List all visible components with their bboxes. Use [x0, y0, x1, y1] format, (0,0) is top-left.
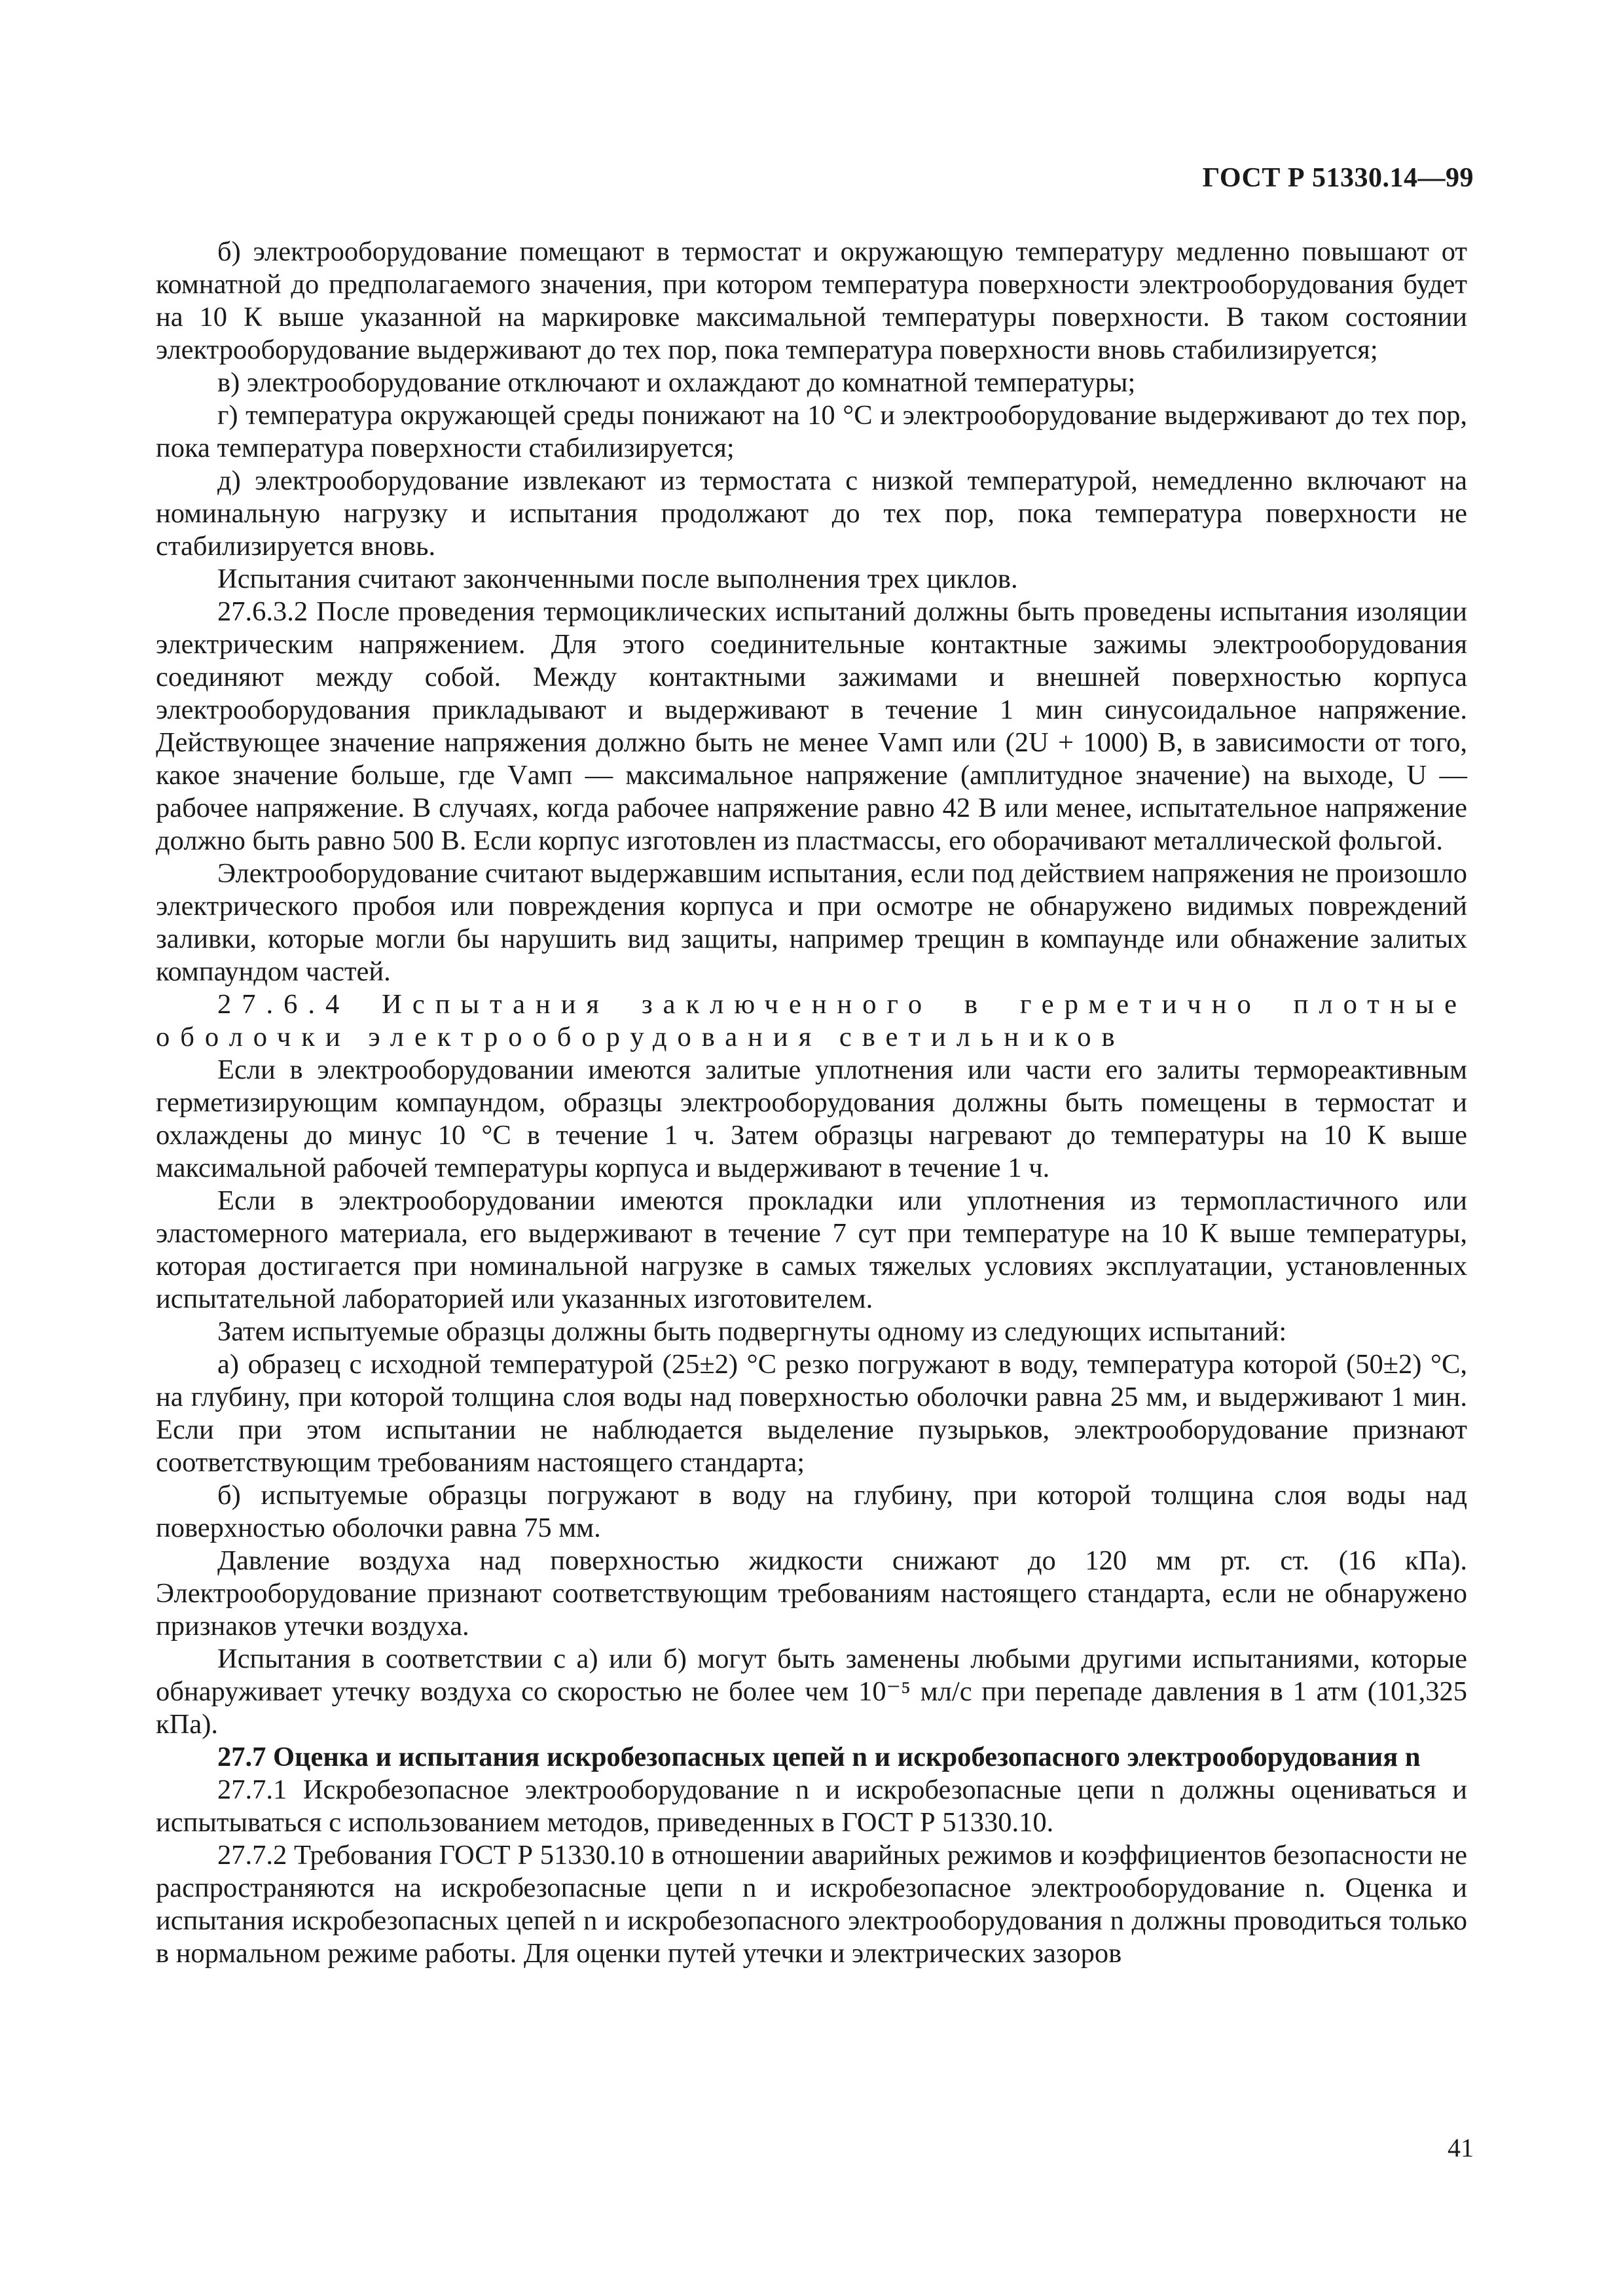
paragraph: б) электрооборудование помещают в термостат и окружающую температуру медленно повышают от комнатной до предполагаемого значения, при котором температура поверхности электрооборудования будет на 10 К выше указанной на маркировке максимальной температуры поверхности. В таком состоянии электрооборудование выдерживают до тех пор, пока температура поверхности вновь стабилизируется; [156, 236, 1467, 365]
page-header: ГОСТ Р 51330.14—99 [1202, 163, 1474, 193]
paragraph: 27.6.3.2 После проведения термоциклических испытаний должны быть проведены испытания изоляции электрическим напряжением. Для этого соединительные контактные зажимы электрооборудования соединяют между собой. Между контактными зажимами и внешней поверхностью корпуса электрооборудования прикладывают и выдерживают в течение 1 мин синусоидальное напряжение. Действующее значение напряжения должно быть не менее Vамп или (2U + 1000) В, в зависимости от того, какое значение больше, где Vамп — максимальное напряжение (амплитудное значение) на выходе, U — рабочее напряжение. В случаях, когда рабочее напряжение равно 42 В или менее, испытательное напряжение должно быть равно 500 В. Если корпус изготовлен из пластмассы, его оборачивают металлической фольгой. [156, 596, 1467, 856]
document-body [156, 236, 1467, 1970]
section-heading-spaced: 27.6.4 Испытания заключенного в герметично плотные оболочки электрооборудования светильников [156, 989, 1467, 1052]
paragraph: Испытания в соответствии с а) или б) могут быть заменены любыми другими испытаниями, которые обнаруживает утечку воздуха со скоростью не более чем 10⁻⁵ мл/с при перепаде давления в 1 атм (101,325 кПа). [156, 1643, 1467, 1740]
paragraph: Испытания считают законченными после выполнения трех циклов. [217, 564, 1018, 594]
paragraph: Давление воздуха над поверхностью жидкости снижают до 120 мм рт. ст. (16 кПа). Электрооборудование признают соответствующим требованиям настоящего стандарта, если не обнаружено признаков утечки воздуха. [156, 1545, 1467, 1641]
section-heading: 27.7 Оценка и испытания искробезопасных цепей n и искробезопасного электрооборудования n [217, 1742, 1421, 1772]
paragraph: Если в электрооборудовании имеются прокладки или уплотнения из термопластичного или эластомерного материала, его выдерживают в течение 7 сут при температуре на 10 К выше температуры, которая достигается при номинальной нагрузке в самых тяжелых условиях эксплуатации, установленных испытательной лабораторией или указанных изготовителем. [156, 1185, 1467, 1314]
paragraph: Если в электрооборудовании имеются залитые уплотнения или части его залиты термореактивным герметизирующим компаундом, образцы электрооборудования должны быть помещены в термостат и охлаждены до минус 10 °С в течение 1 ч. Затем образцы нагревают до температуры на 10 К выше максимальной рабочей температуры корпуса и выдерживают в течение 1 ч. [156, 1054, 1467, 1183]
paragraph: 27.7.1 Искробезопасное электрооборудование n и искробезопасные цепи n должны оцениваться и испытываться с использованием методов, приведенных в ГОСТ Р 51330.10. [156, 1774, 1467, 1838]
paragraph: д) электрооборудование извлекают из термостата с низкой температурой, немедленно включают на номинальную нагрузку и испытания продолжают до тех пор, пока температура поверхности не стабилизируется вновь. [156, 465, 1467, 562]
paragraph: 27.7.2 Требования ГОСТ Р 51330.10 в отношении аварийных режимов и коэффициентов безопасности не распространяются на искробезопасные цепи n и искробезопасное электрооборудование n. Оценка и испытания искробезопасных цепей n и искробезопасного электрооборудования n должны проводиться только в нормальном режиме работы. Для оценки путей утечки и электрических зазоров [156, 1840, 1467, 1969]
page-number: 41 [1448, 2133, 1474, 2162]
paragraph: Электрооборудование считают выдержавшим испытания, если под действием напряжения не произошло электрического пробоя или повреждения корпуса и при осмотре не обнаружено видимых повреждений заливки, которые могли бы нарушить вид защиты, например трещин в компаунде или обнажение залитых компаундом частей. [156, 858, 1467, 987]
paragraph: в) электрооборудование отключают и охлаждают до комнатной температуры; [217, 367, 1136, 398]
paragraph: г) температура окружающей среды понижают на 10 °С и электрооборудование выдерживают до тех пор, пока температура поверхности стабилизируется; [156, 400, 1467, 463]
paragraph: а) образец с исходной температурой (25±2) °С резко погружают в воду, температура которой (50±2) °С, на глубину, при которой толщина слоя воды над поверхностью оболочки равна 25 мм, и выдерживают 1 мин. Если при этом испытании не наблюдается выделение пузырьков, электрооборудование признают соответствующим требованиям настоящего стандарта; [156, 1349, 1467, 1478]
paragraph: б) испытуемые образцы погружают в воду на глубину, при которой толщина слоя воды над поверхностью оболочки равна 75 мм. [156, 1480, 1467, 1543]
paragraph: Затем испытуемые образцы должны быть подвергнуты одному из следующих испытаний: [217, 1316, 1287, 1347]
